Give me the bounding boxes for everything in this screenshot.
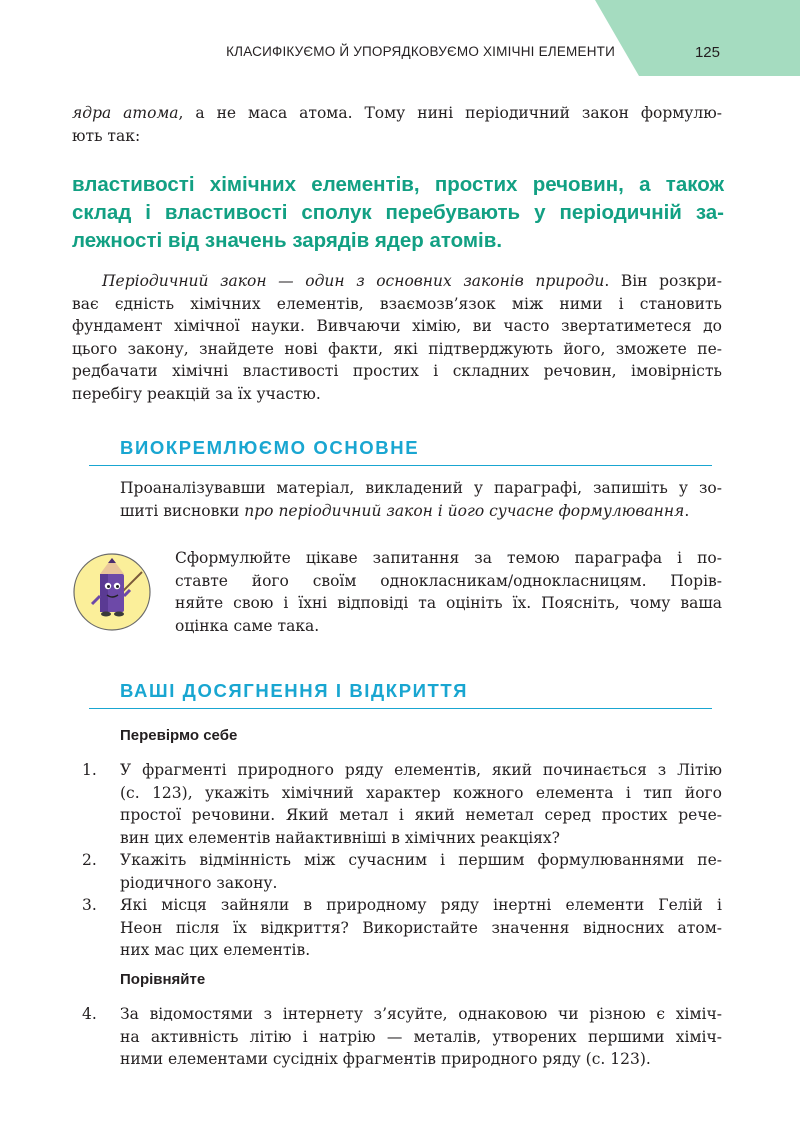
section-heading-main-points: ВИОКРЕМЛЮЄМО ОСНОВНЕ (120, 437, 420, 458)
item-3-line-1: Які місця зайняли в природному ряду інертні елементи Гелій і (120, 896, 722, 914)
running-header: КЛАСИФІКУЄМО Й УПОРЯДКОВУЄМО ХІМІЧНІ ЕЛЕМЕНТИ (226, 44, 615, 59)
p2-line-3: фундамент хімічної науки. Вивчаючи хімію, ви часто звертатиметеся до (72, 317, 722, 335)
p2-line-1 (72, 270, 722, 293)
subheading-compare: Порівняйте (120, 971, 206, 988)
question-line-2: ставте його своїм однокласникам/однокласницям. Порів- (175, 571, 722, 590)
item-3-text (120, 894, 722, 962)
item-2-text (120, 849, 722, 894)
section-heading-achievements: ВАШІ ДОСЯГНЕННЯ І ВІДКРИТТЯ (120, 680, 468, 701)
page-number: 125 (694, 44, 720, 61)
periodic-law-paragraph (72, 270, 722, 405)
law-line-3: лежності від значень зарядів ядер атомів. (72, 229, 503, 252)
item-number-1: 1. (82, 761, 97, 779)
item-4-text (120, 1003, 722, 1071)
law-line-2: склад і властивості сполук перебувають у періодичній за- (72, 201, 724, 224)
intro-line-1-rest: , а не маса атома. Тому нині періодичний закон формулю- (178, 104, 722, 122)
law-line-1: властивості хімічних елементів, простих речовин, а також (72, 173, 724, 196)
item-4-line-2: на активність літію і натрію — металів, утворених першими хіміч- (120, 1027, 722, 1046)
item-3-line-3: них мас цих елементів. (120, 941, 311, 959)
intro-italic: ядра атома (72, 104, 179, 122)
pencil-teacher-icon (72, 552, 152, 632)
section1-line-2 (120, 500, 722, 523)
section1-text (120, 477, 722, 522)
p2-line-5: редбачати хімічні властивості простих і складних речовин, імовірність (72, 362, 722, 380)
periodic-law-statement (72, 171, 724, 255)
section1-line-1: Проаналізувавши матеріал, викладений у параграфі, запишіть у зо- (120, 479, 722, 497)
question-line-3: няйте свою і їхні відповіді та оцініть їх. Поясніть, чому ваша (175, 594, 722, 612)
intro-paragraph (72, 102, 722, 147)
item-2-line-2: ріодичного закону. (120, 873, 278, 892)
section1-line-2-start: шиті висновки (120, 501, 245, 520)
item-1-text (120, 759, 722, 849)
item-1-line-3: простої речовини. Який метал і який неметал серед простих рече- (120, 806, 722, 824)
question-box-text (175, 547, 722, 637)
item-1-line-1: У фрагменті природного ряду елементів, який починається з Літію (120, 761, 722, 779)
subheading-check-yourself: Перевірмо себе (120, 727, 238, 744)
item-1-line-4: вин цих елементів найактивніші в хімічних реакціях? (120, 828, 560, 847)
intro-line-1 (72, 102, 722, 125)
section-rule-1 (89, 465, 712, 466)
intro-line-2: ють так: (72, 126, 141, 145)
p2-line-2: ває єдність хімічних елементів, взаємозв’язок між ними і становить (72, 294, 722, 313)
item-2-line-1: Укажіть відмінність між сучасним і першим формулюваннями пе- (120, 851, 722, 869)
header-tab (595, 0, 800, 76)
section-rule-2 (89, 708, 712, 709)
question-line-4: оцінка саме така. (175, 616, 320, 635)
p2-line-6: перебігу реакцій за їх участю. (72, 384, 321, 403)
p2-italic: Періодичний закон — один з основних законів природи (102, 272, 605, 290)
item-number-2: 2. (82, 851, 97, 869)
item-3-line-2: Неон після їх відкриття? Використайте значення відносних атом- (120, 918, 722, 937)
item-4-line-3: ними елементами сусідніх фрагментів природного ряду (с. 123). (120, 1050, 651, 1068)
p2-line-4: цього закону, знайдете нові факти, які підтверджують його, зможете пе- (72, 339, 722, 358)
item-4-line-1: За відомостями з інтернету з’ясуйте, однаковою чи різною є хіміч- (120, 1005, 722, 1023)
p2-line-1-rest: . Він розкри- (604, 272, 722, 290)
section1-italic: про періодичний закон і його сучасне формулювання (244, 501, 685, 520)
item-number-3: 3. (82, 896, 97, 914)
item-1-line-2: (с. 123), укажіть хімічний характер кожного елемента і тип його (120, 783, 722, 802)
item-number-4: 4. (82, 1005, 97, 1023)
question-line-1: Сформулюйте цікаве запитання за темою параграфа і по- (175, 549, 722, 567)
section1-line-2-end: . (684, 501, 690, 520)
